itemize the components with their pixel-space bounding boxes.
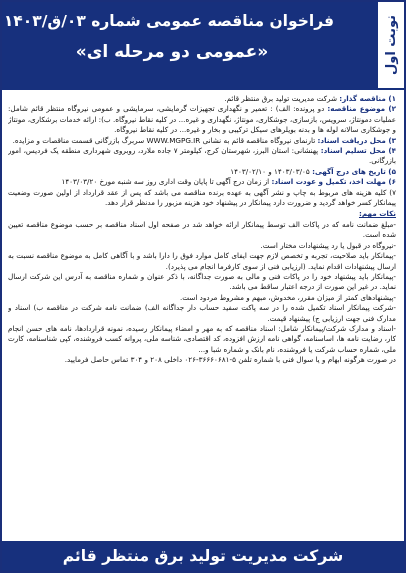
- item-text: تارنمای نیروگاه مناقصه قائم به نشانی WWW.MGPG.IR سربرگ بازرگانی قسمت مناقصات و مزایده.: [12, 135, 318, 145]
- item-text: شرکت مدیریت تولید برق منتظر قائم.: [224, 94, 340, 103]
- ad-footer: [2, 541, 404, 571]
- item-text: ۷) کلیه هزینه های مربوط به چاپ و نشر آگهی به عهده برنده مناقصه می باشد که پس از عقد قرارداد از اولین صورت وضعیت پیمانکار کسر خواهد گردید و ضرورت دارد پیمانکار در پیشنهاد خود هزینه مزبور را مدنظر قرار دهد.: [8, 187, 396, 208]
- note-line: -نیروگاه در قبول یا رد پیشنهادات مختار است.: [260, 240, 396, 250]
- company-name: شرکت مدیریت تولید برق منتظر قائم: [62, 547, 344, 565]
- note-line: -پیمانکار باید پیشنهاد خود را در پاکات فنی و مالی به صورت جداگانه، با ذکر عنوان و شماره مناقصه به آدرس این شرکت ارسال نماید. در غیر این صورت از درجه اعتبار ساقط می باشد.: [8, 271, 396, 292]
- note-line: در صورت هرگونه ابهام و یا سوال فنی با شماره تلفن ۵-۳۶۶۶۰۶۸۱-۰۲۶ داخلی ۲۰۸ و ۳۰۴ تماس حاصل فرمایید.: [64, 355, 396, 365]
- item-costs: [8, 188, 396, 209]
- note-line: -پیشنهادهای کمتر از میزان مقرر، مخدوش، مبهم و مشروط مردود است.: [180, 292, 396, 302]
- item-delivery-location: [8, 146, 396, 167]
- publication-badge-label: نوبت اول: [383, 14, 399, 76]
- item-text: ۱۴۰۳/۰۳/۰۵ و ۱۴۰۳/۰۲/۱۰: [230, 166, 313, 176]
- item-tenderer: [8, 94, 396, 104]
- item-docs-location: [8, 136, 396, 146]
- ad-title: فراخوان مناقصه عمومی شماره ۰۳/ق/۱۴۰۳: [3, 12, 334, 30]
- item-label: ۱) مناقصه گذار:: [339, 94, 396, 103]
- item-subject: [8, 104, 396, 135]
- ad-header: [2, 2, 404, 90]
- item-publish-dates: [8, 167, 396, 177]
- important-notes: [8, 209, 396, 365]
- note-line: -شرکت پیمانکار اسناد تکمیل شده را در سه پاکت سفید حساب دار جداگانه الف) ضمانت نامه شرکت در مناقصه ب) اسناد و مدارک فنی جهت ارزیابی ج) پیشنهاد قیمت.: [8, 303, 396, 323]
- note-line: -پیمانکار باید صلاحیت، تجربه و تخصص لازم جهت ایفای کامل موارد فوق را دارا باشد و با آگاهی کامل به موضوع مناقصه نسبت به ارسال پیشنهادات اقدام نماید. (ارزیابی فنی از سوی کارفرما انجام می پذیرد).: [8, 251, 396, 271]
- item-label: ۴) محل تسلیم اسناد:: [320, 146, 396, 156]
- item-label: ۲) موضوع مناقصه:: [327, 104, 396, 114]
- ad-subtitle: «عمومی دو مرحله ای»: [75, 42, 269, 62]
- item-label: ۵) تاریخ های درج آگهی:: [312, 166, 396, 176]
- ad-body: [8, 94, 396, 537]
- notes-heading: نکات مهم:: [358, 209, 396, 219]
- publication-badge: [376, 2, 404, 88]
- item-deadline: [8, 177, 396, 187]
- note-line: -اسناد و مدارک شرکت/پیمانکار شامل: اسناد مناقصه که به مهر و امضاء پیمانکار رسیده، نمونه قراردادها، نامه های حسن انجام کار، رضایت نامه ها، اساسنامه، گواهی نامه ارزش افزوده، کد اقتصادی، شناسه ملی، پروانه کسب فروشنده، کپی شناسنامه، کارت ملی، شماره حساب شرکت یا فروشنده، نام بانک و شماره شبا و...: [8, 323, 396, 354]
- item-label: ۶) مهلت اخذ، تکمیل و عودت اسناد:: [271, 177, 396, 187]
- note-line: -مبلغ ضمانت نامه که در پاکات الف توسط پیمانکار ارائه خواهد شد در صفحه اول اسناد مناقصه بر حسب موضوع مناقصه تعیین شده است.: [8, 219, 396, 240]
- item-text: از زمان درج آگهی تا پایان وقت اداری روز سه شنبه مورخ ۱۴۰۳/۰۳/۲۰: [61, 177, 272, 187]
- item-text: دو پرونده: الف) : تعمیر و نگهداری تجهیزات گرمایشی، سرمایشی و عمومی نیروگاه منتظر قائم شامل: عملیات دمونتاژ، سرویس، بازسازی، جوشکاری، مونتاژ، نگهداری و غیره... در کلیه نقاط نیروگاه. ب): ارائه خدمات برشکاری، مونتاژ و جوشکاری سالانه لوله ها و بدنه بویلرهای سیکل ترکیبی و بخار و غیره... در کلیه نقاط نیروگاه.: [8, 104, 396, 135]
- item-label: ۳) محل دریافت اسناد:: [317, 135, 396, 145]
- item-text: پهنشانی: استان البرز، شهرستان کرج، کیلومتر ۷ جاده ملارد، روبروی شهرداری منطقه یک فردیس، امور بازرگانی.: [8, 146, 396, 166]
